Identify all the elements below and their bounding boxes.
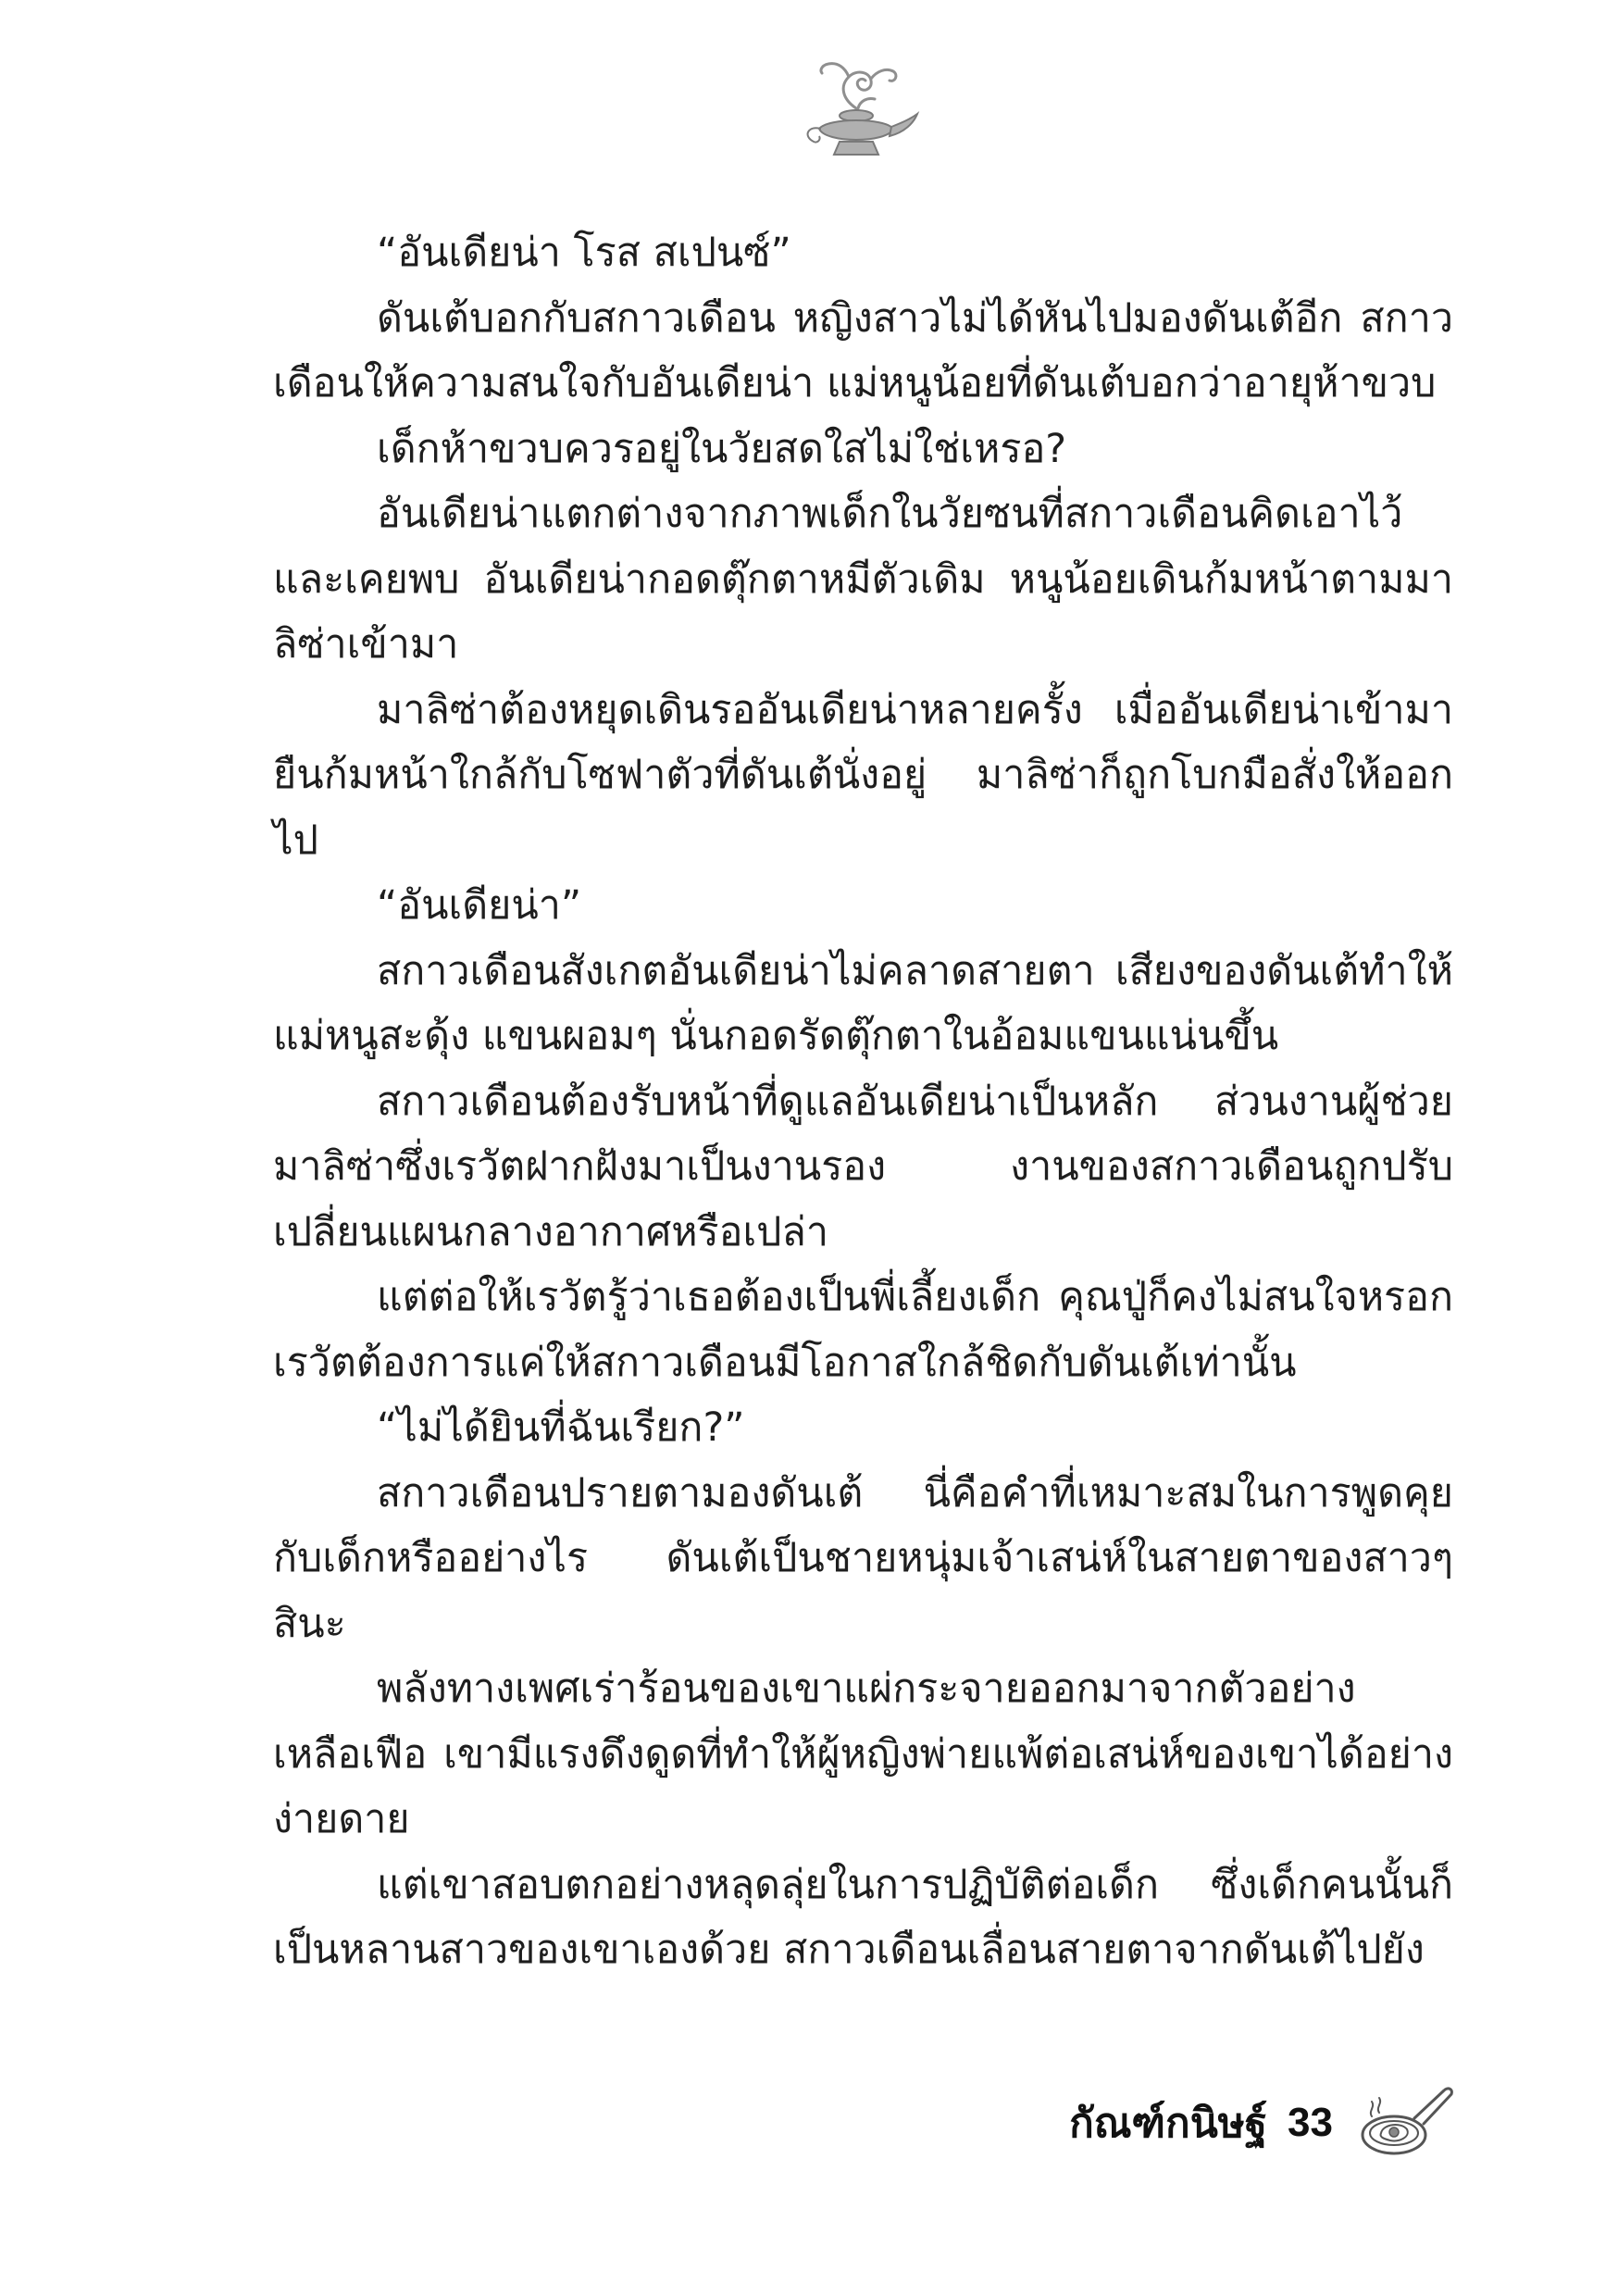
- book-title: กัณฑ์กนิษฐ์: [1069, 2100, 1268, 2147]
- paragraph: สกาวเดือนต้องรับหน้าที่ดูแลอันเดียน่าเป็นหลัก ส่วนงานผู้ช่วยมาลิซ่าซึ่งเรวัตฝากฝังมาเป็นงานรอง งานของสกาวเดือนถูกปรับเปลี่ยนแผนกลางอากาศหรือเปล่า: [273, 1078, 1453, 1255]
- paragraph: พลังทางเพศเร่าร้อนของเขาแผ่กระจายออกมาจากตัวอย่างเหลือเฟือ เขามีแรงดึงดูดที่ทำให้ผู้หญิงพ่ายแพ้ต่อเสน่ห์ของเขาได้อย่างง่ายดาย: [273, 1666, 1453, 1842]
- paragraph: แต่เขาสอบตกอย่างหลุดลุ่ยในการปฏิบัติต่อเด็ก ซึ่งเด็กคนนั้นก็เป็นหลานสาวของเขาเองด้วย สกาวเดือนเลื่อนสายตาจากดันเต้ไปยัง: [273, 1861, 1453, 1973]
- paragraph: อันเดียน่าแตกต่างจากภาพเด็กในวัยซนที่สกาวเดือนคิดเอาไว้และเคยพบ อันเดียน่ากอดตุ๊กตาหมีตัวเดิม หนูน้อยเดินก้มหน้าตามมาลิซ่าเข้ามา: [273, 491, 1453, 668]
- paragraph: ดันเต้บอกกับสกาวเดือน หญิงสาวไม่ได้หันไปมองดันเต้อีก สกาวเดือนให้ความสนใจกับอันเดียน่า แม่หนูน้อยที่ดันเต้บอกว่าอายุห้าขวบ: [273, 294, 1453, 406]
- frying-pan-icon: [1359, 2081, 1461, 2165]
- paragraph: มาลิซ่าต้องหยุดเดินรออันเดียน่าหลายครั้ง เมื่ออันเดียน่าเข้ามายืนก้มหน้าใกล้กับโซฟาตัวที่ดันเต้นั่งอยู่ มาลิซ่าก็ถูกโบกมือสั่งให้ออกไป: [273, 686, 1453, 864]
- paragraph: “อันเดียน่า โรส สเปนซ์”: [377, 230, 791, 276]
- paragraph: เด็กห้าขวบควรอยู่ในวัยสดใสไม่ใช่เหรอ?: [377, 425, 1067, 472]
- genie-lamp-icon: [791, 51, 921, 171]
- paragraph: สกาวเดือนปรายตามองดันเต้ นี่คือคำที่เหมาะสมในการพูดคุยกับเด็กหรืออย่างไร ดันเต้เป็นชายหนุ่มเจ้าเสน่ห์ในสายตาของสาวๆ สินะ: [273, 1469, 1453, 1647]
- paragraph: “อันเดียน่า”: [377, 882, 582, 929]
- page-number: 33: [1288, 2100, 1333, 2145]
- page-footer: [1069, 2081, 1461, 2165]
- paragraph: “ไม่ได้ยินที่ฉันเรียก?”: [377, 1404, 745, 1451]
- paragraph: แต่ต่อให้เรวัตรู้ว่าเธอต้องเป็นพี่เลี้ยงเด็ก คุณปู่ก็คงไม่สนใจหรอก เรวัตต้องการแค่ให้สกาวเดือนมีโอกาสใกล้ชิดกับดันเต้เท่านั้น: [273, 1274, 1453, 1386]
- paragraph: สกาวเดือนสังเกตอันเดียน่าไม่คลาดสายตา เสียงของดันเต้ทำให้แม่หนูสะดุ้ง แขนผอมๆ นั่นกอดรัดตุ๊กตาในอ้อมแขนแน่นขึ้น: [273, 947, 1453, 1059]
- body-text: [273, 220, 1453, 1983]
